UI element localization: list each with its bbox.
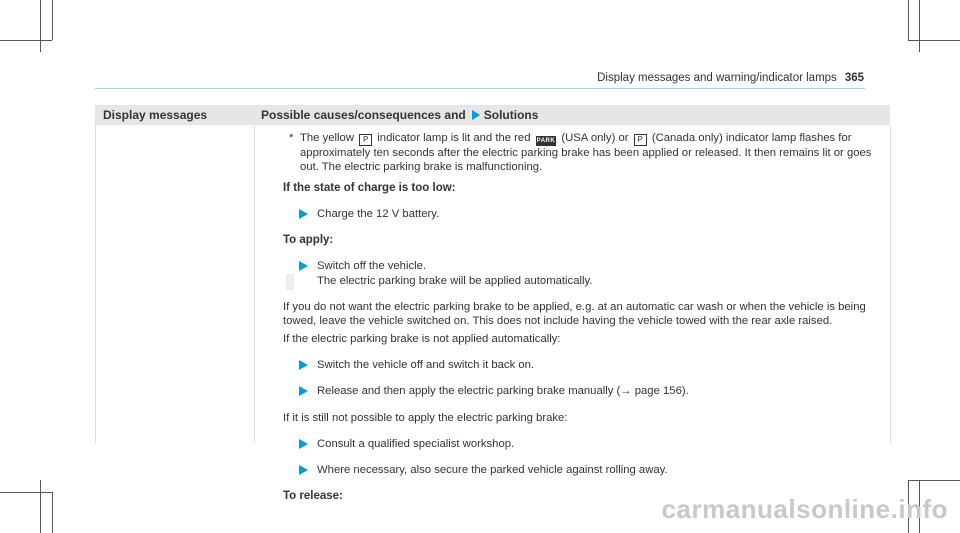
watermark: carmanualsonline.info	[661, 494, 948, 524]
parking-brake-indicator-icon: P	[634, 134, 647, 146]
header-rule	[95, 88, 865, 89]
subheading-to-apply: To apply:	[283, 234, 334, 247]
subheading-low-charge: If the state of charge is too low:	[283, 181, 456, 194]
solutions-cell	[283, 131, 879, 504]
page-number: 365	[844, 72, 864, 84]
instruction-step: Release and then apply the electric parking brake manually (→ page 156).	[283, 384, 879, 398]
result-marker	[286, 274, 294, 290]
instruction-step: Charge the 12 V battery.	[283, 207, 879, 221]
crop-mark	[0, 492, 52, 493]
park-indicator-icon: PARK	[536, 138, 556, 144]
paragraph: If the electric parking brake is not applied automatically:	[283, 332, 561, 345]
column-header-display-messages: Display messages	[103, 108, 208, 122]
crop-mark	[0, 40, 52, 41]
instruction-step: Where necessary, also secure the parked vehicle against rolling away.	[283, 463, 879, 477]
paragraph: If it is still not possible to apply the electric parking brake:	[283, 411, 568, 424]
table-border-right	[890, 125, 891, 443]
step-arrow-icon	[299, 386, 308, 396]
footnote-star: *	[289, 132, 294, 144]
step-arrow-icon	[299, 360, 308, 370]
header-title: Display messages and warning/indicator lamps	[597, 72, 837, 84]
instruction-step: Switch the vehicle off and switch it back on.	[283, 358, 879, 372]
crop-mark	[908, 40, 960, 41]
crop-mark	[52, 0, 53, 40]
table-header	[95, 105, 890, 125]
step-arrow-icon	[299, 209, 308, 219]
footnote-paragraph: * The yellow P indicator lamp is lit and the red PARK (USA only) or P (Canada only) indicator lamp flashes for approximately ten seconds after the electric parking brake has been applied or released. It then remains lit or goes out. The electric parking brake is malfunctioning.	[289, 132, 872, 174]
crop-mark	[40, 480, 41, 533]
crop-mark	[40, 0, 41, 52]
step-arrow-icon	[299, 465, 308, 475]
crop-mark	[919, 0, 920, 52]
instruction-step: Switch off the vehicle.	[283, 259, 879, 273]
instruction-step: Consult a qualified specialist workshop.	[283, 437, 879, 451]
step-result: The electric parking brake will be applied automatically.	[283, 274, 879, 288]
solution-arrow-icon	[472, 110, 480, 120]
step-arrow-icon	[299, 439, 308, 449]
step-arrow-icon	[299, 261, 308, 271]
table-column-divider	[254, 125, 255, 443]
crop-mark	[52, 492, 53, 533]
paragraph: If you do not want the electric parking brake to be applied, e.g. at an automatic car wash or when the vehicle is being towed, leave the vehicle switched on. This does not include having the vehicle towed with the rear axle raised.	[283, 301, 866, 328]
crop-mark	[908, 0, 909, 40]
running-header	[597, 72, 864, 84]
subheading-to-release: To release:	[283, 490, 343, 503]
crop-mark	[908, 480, 960, 481]
table-border-left	[95, 125, 96, 443]
parking-brake-indicator-icon: P	[359, 134, 372, 146]
column-header-causes: Possible causes/consequences and Solutions	[261, 108, 539, 122]
